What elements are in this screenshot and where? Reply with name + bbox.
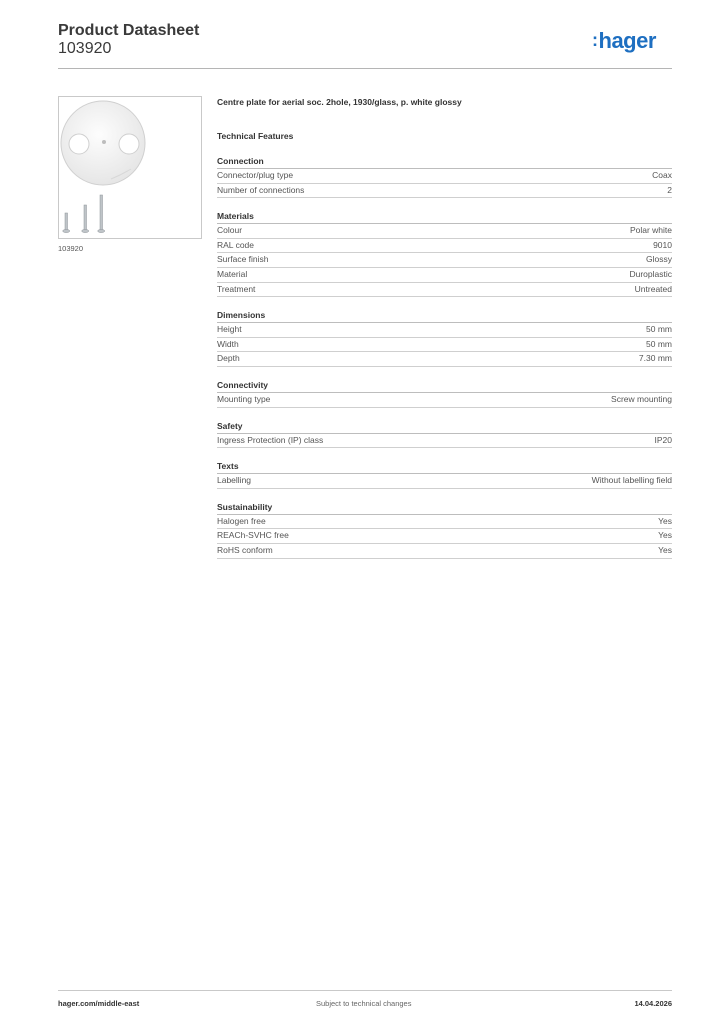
spec-value: Glossy [646,254,672,265]
header-divider [58,68,672,69]
footer-website: hager.com/middle-east [58,999,140,1008]
spec-value: 50 mm [646,338,672,349]
spec-section [217,421,672,449]
spec-section [217,156,672,198]
spec-label: Surface finish [217,254,269,265]
spec-row [217,338,672,353]
spec-row [217,224,672,239]
spec-label: Material [217,268,248,279]
spec-value: Screw mounting [611,393,672,404]
section-title: Safety [217,421,672,434]
section-title: Dimensions [217,310,672,323]
footer-notice: Subject to technical changes [316,999,412,1008]
spec-row [217,474,672,489]
spec-row [217,184,672,199]
footer-date: 14.04.2026 [634,999,672,1008]
spec-label: Colour [217,225,243,236]
spec-value: Duroplastic [629,268,672,279]
spec-row [217,268,672,283]
spec-label: Mounting type [217,393,271,404]
spec-value: 7.30 mm [638,353,672,364]
spec-label: Halogen free [217,515,266,526]
spec-section [217,380,672,408]
spec-label: RoHS conform [217,544,273,555]
image-caption: 103920 [58,244,84,253]
spec-label: Number of connections [217,184,305,195]
spec-section [217,310,672,367]
spec-label: REACh-SVHC free [217,530,289,541]
spec-row [217,323,672,338]
section-title: Connectivity [217,380,672,393]
section-title: Sustainability [217,502,672,515]
technical-features-title: Technical Features [217,131,294,141]
spec-row [217,544,672,559]
spec-section [217,502,672,559]
spec-value: Yes [658,515,672,526]
spec-value: Untreated [634,283,672,294]
spec-value: 50 mm [646,324,672,335]
spec-sections [217,156,672,559]
brand-name: hager [598,28,656,53]
product-image [58,96,202,239]
footer-divider [58,990,672,991]
spec-section [217,461,672,489]
section-title: Materials [217,211,672,224]
spec-row [217,393,672,408]
spec-label: Connector/plug type [217,170,294,180]
hager-logo: :hager [592,28,656,53]
spec-label: RAL code [217,239,255,250]
spec-row [217,515,672,530]
product-code: 103920 [58,40,112,57]
spec-value: Yes [658,530,672,541]
spec-label: Width [217,338,239,349]
spec-value: Polar white [629,225,672,236]
page-title: Product Datasheet [58,22,200,39]
spec-value: Yes [658,544,672,555]
spec-label: Depth [217,353,240,364]
product-description: Centre plate for aerial soc. 2hole, 1930/glass, p. white glossy [217,97,462,107]
spec-row [217,434,672,449]
spec-value: Coax [652,170,672,180]
spec-value: IP20 [654,434,672,445]
spec-row [217,352,672,367]
section-title: Connection [217,156,672,169]
spec-section [217,211,672,297]
spec-row [217,283,672,298]
section-title: Texts [217,461,672,474]
spec-row [217,529,672,544]
spec-label: Height [217,324,242,335]
spec-label: Ingress Protection (IP) class [217,434,324,445]
spec-row [217,169,672,184]
product-illustration [59,97,201,238]
spec-value: 9010 [653,239,672,250]
spec-label: Labelling [217,475,252,486]
spec-panel [217,96,672,559]
spec-row [217,253,672,268]
spec-row [217,239,672,254]
spec-value: 2 [667,184,672,195]
spec-value: Without labelling field [591,475,672,486]
spec-label: Treatment [217,283,256,294]
